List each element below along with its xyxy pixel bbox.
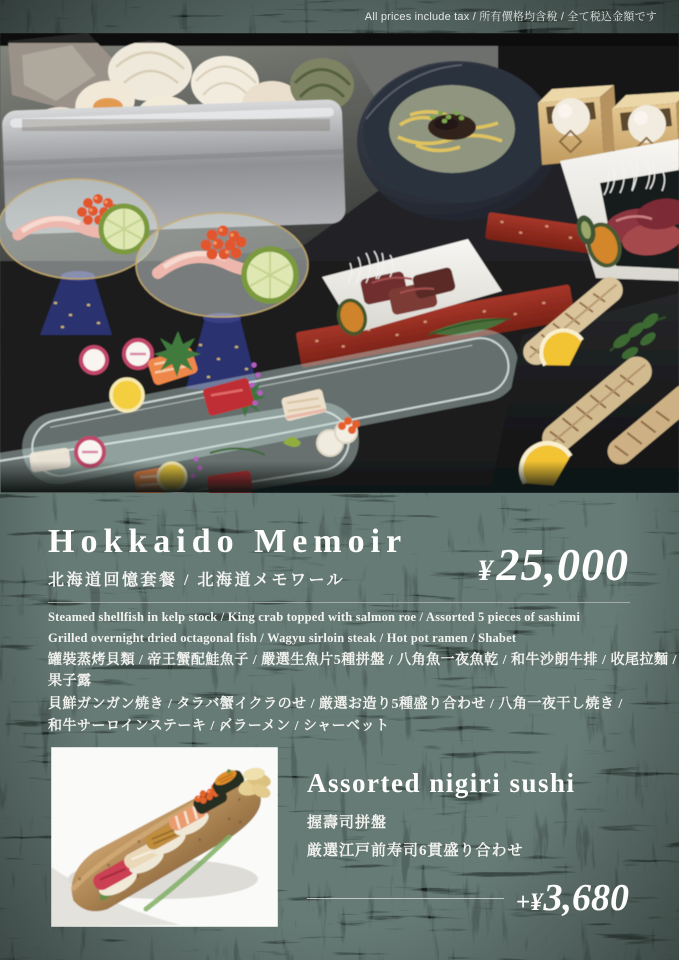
addon-subtitle-chinese: 握壽司拼盤 (307, 815, 388, 831)
addon-price-row (307, 876, 629, 920)
course-title: Hokkaido Memoir (48, 523, 408, 560)
course-subtitle: 北海道回憶套餐 / 北海道メモワール (48, 571, 346, 589)
ramen-bowl-illustration (357, 61, 557, 221)
hero-photo (0, 33, 679, 493)
desc-en-line2: Grilled overnight dried octagonal fish / Wagyu sirloin steak / Hot pot ramen / Shabet (48, 631, 517, 645)
course-description-japanese (48, 694, 673, 738)
desc-zh-line2: 果子露 (48, 674, 92, 689)
course-heading (48, 524, 407, 590)
desc-zh-line1: 罐裝蒸烤貝類 / 帝王蟹配鮭魚子 / 嚴選生魚片5種拼盤 / 八角魚一夜魚乾 / 和牛沙朗牛排 / 收尾拉麵 / (48, 653, 677, 668)
course-description-english (48, 607, 673, 649)
tax-notice: All prices include tax / 所有價格均含稅 / 全て税込金額です (364, 11, 657, 23)
addon-currency-symbol: +¥ (515, 889, 543, 916)
desc-ja-line1: 貝鮮ガンガン焼き / タラバ蟹イクラのせ / 厳選お造り5種盛り合わせ / 八角一夜干し焼き / (48, 697, 623, 712)
addon-price (516, 876, 629, 920)
divider-line (48, 602, 630, 603)
addon-price-line (307, 898, 504, 899)
course-price (478, 538, 630, 591)
desc-ja-line2: 和牛サーロインステーキ / 〆ラーメン / シャーベット (48, 719, 390, 734)
addon-subtitle-japanese: 厳選江戸前寿司6貫盛り合わせ (307, 843, 524, 859)
currency-symbol: ¥ (477, 554, 494, 587)
addon-title: Assorted nigiri sushi (307, 768, 576, 798)
addon-block (307, 768, 629, 920)
course-price-amount: 25,000 (496, 539, 629, 590)
desc-en-line1: Steamed shellfish in kelp stock / King crab topped with salmon roe / Assorted 5 pieces of sashimi (48, 610, 581, 624)
sushi-photo (51, 747, 278, 927)
addon-price-amount: 3,680 (543, 877, 629, 919)
course-description-chinese (48, 650, 677, 692)
